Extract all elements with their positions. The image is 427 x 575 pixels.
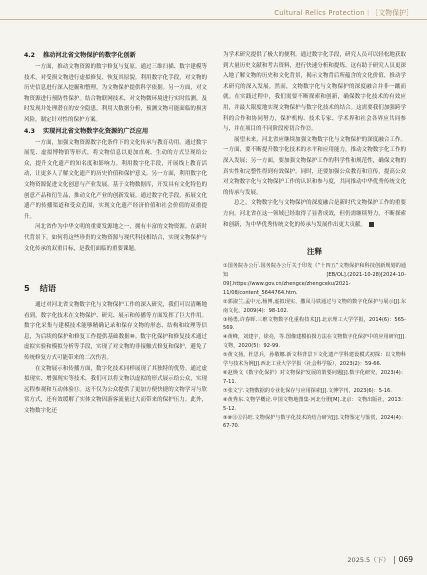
paragraph-summary: 总之，文物数字化与文物保护的深度融合是新时代文物保护工作的重要方向。河北省在这一领域已经取得了显著成效，但仍需继续努力，不断探索和创新，为中华优秀传统文化的传承与发展作出更大贡献。	[223, 200, 406, 228]
paragraph-outlook: 展望未来，河北省应继续加强文物数字化与文物保护的深度融合工作。一方面，要不断提升数字化技术的水平和应用能力，推动文物数字化工作的深入发展；另一方面，要加强文物保护工作的科学性和规范性，确保文物的真实性和完整性得到有效保护。同时，还要加强公众教育和宣传，提高公众对文物数字化与文物保护工作的认识和参与度，共同推动中华优秀传统文化的传承与发展。	[223, 136, 406, 196]
page-footer	[347, 555, 413, 564]
note-item: ⑥赵焕文《数字化保护》对文物保护发展的策要问题[J].数字化研究，2023(4)：7-11.	[223, 369, 406, 385]
section-heading-4-2: 4.2 推动河北省文物保护的数字化创新	[24, 52, 136, 59]
paragraph-conclusion-1: 通过对河北省文物数字化与文物保护工作的深入研究，我们可以清晰地看到，数字化技术在文物保护、研究、展示和传播等方面发挥了巨大作用。数字化采集与建模技术能够精确记录和保存文物的形态、结构和纹理等信息，为后续的保护和修复工作提供基础数据⑩。数字化保护和修复技术通过虚拟实验和模拟分析等手段，实现了对文物的非接触式修复和保护，避免了传统修复方式可能带来的二次伤害。	[24, 302, 207, 362]
note-item: ②郭淑兰,孟中元,杨博,虚拟现实、撒凤马铁通过与文物的数字化保护与展示[J].东南文化，2009(4)：98-102.	[223, 298, 406, 314]
paragraph-4-3b: 河北省作为中华文明的重要发源地之一，拥有丰富的文物资源。在新时代背景下，如何将这些珍贵的文物资源与现代科技相结合，实现文物保护与文化传承的双重目标，是我们面临的重要课题。	[24, 224, 207, 252]
note-item: ①国务院办公厅.国务院办公厅关于印发《“十四五”文物保护和科技创新规划的通知[EB/OL].(2021-10-28)[2024-10-09].https://www.gov.cn/zhengce/zhengceku/2021-11/08/content_5644764.htm.	[223, 263, 406, 296]
paragraph-continued: 为学术研究提供了极大的便利。通过数字化手段，研究人员可以轻松地获取到大量历史文献和考古资料，进行快速分析和提炼。这有助于研究人员更深入地了解文物的历史和文化背景，揭示文物背后所蕴含的文化价值，推动学术研究的深入发展。然而，文物数字化与文物保护的深度融合并非一蹴而就。在实践过程中，我们需要不断探索和创新，确保数字化技术的有效应用，并最大限度地实现文物保护与数字化技术的结合。这需要我们加强跨学科的合作和协同努力，保护机构、技术专家、学术界和社会各界应共同参与，并在项目的不同阶段密切合作⑫。	[223, 52, 406, 133]
section-heading-4-3: 4.3 实现河北省文物数字化资源的广泛应用	[24, 127, 149, 135]
note-item: ⑤黄文扬，杜思兵，孙敬娜.新文科背景下文化遗产学科建设模式初探：以文物科学与技术为例[J].西北工业大学学报（社会科学版），2023(2)：59-66.	[223, 352, 406, 368]
note-item: ⑦张文宁.文物数据的专业化保存与应用探索[J].文博学刊，2023(6)：5-16.	[223, 387, 392, 394]
note-item: ④黄峰，刘建宇，徐亮，等.图像建模拍摄方法在文物数字化保护中的应用研究[J].文物，2020(5)：92-99.	[223, 334, 406, 350]
paragraph-4-3a: 一方面，加强文物资源数字化条件下的文化传承与教育功用。通过数字展览、虚拟博物馆等形式，将文物信息以更加直观、生动的方式呈现给公众，提升文化遗产的知名度和影响力。利用数字化手段，开展线上教育活动，让更多人了解文化遗产的历史价值和保护意义。另一方面，利用数字化文物资源促进文化创意与产业发展。基于文物数据库，开发具有文化特色的创意产品和衍生品，推动文化产业的创新发展。通过数字化手段，拓展文化遗产的传播渠道和受众范围，实现文化遗产经济价值和社会价值的双重提升。	[24, 139, 207, 220]
notes-heading: 注释	[306, 247, 323, 257]
header-rule	[0, 19, 427, 20]
footer-divider	[394, 556, 395, 564]
notes-list	[223, 262, 406, 431]
end-mark-icon	[369, 222, 374, 227]
page-number: 069	[398, 555, 413, 564]
note-item: ⑧黄秀东.文物学概论.中国文物地图集·河北分册[M].北京：文物出版社，2013：5-12.	[223, 396, 406, 412]
paragraph-conclusion-2: 在文物展示和传播方面，数字化技术同样展现了其独特的优势。通过虚拟现实、增强现实等技术，我们可以将文物以虚拟的形式展示给公众，实现远程参观和互动体验⑪。这不仅为公众提供了更加方便快捷的文物学习与欣赏方式，还有效缓解了实体文物因游客流量过大而带来的保护压力。此外，文物数字化还	[24, 365, 207, 415]
page-header	[0, 0, 427, 26]
journal-section-title: Cultural Relics Protection｜［文物保护］	[274, 9, 413, 17]
note-item: ⑨⑩⑪⑫冯旺.文物保护与数字化技术的结合研究[J].文物鉴定与鉴赏，2024(4)：67-70.	[223, 414, 406, 430]
right-column	[223, 50, 406, 431]
left-column	[24, 50, 207, 417]
section-heading-conclusion: 5 结语	[24, 283, 57, 294]
issue-date: 2025.5（下）	[347, 556, 390, 564]
note-item: ③杨勇,许春晖.三维文物数字化重构技术[J].北京理工大学学报，2014(6)：565-569.	[223, 316, 406, 332]
paragraph-4-2: 一方面，推动文物资源的数字修复与复原。通过三维扫描、数字建模等技术，对受损文物进行虚拟修复、恢复其原貌。利用数字化手段，对文物的历史信息进行深入挖掘和整理，为文物保护提供科学依据。另一方面，对文物资源进行预防性保护。结合物联网技术，对文物微环境进行实时监测，及时发现并处理潜在的安全隐患。利用大数据分析，预测文物可能面临的损害风险，制定针对性的保护方案。	[24, 64, 207, 123]
